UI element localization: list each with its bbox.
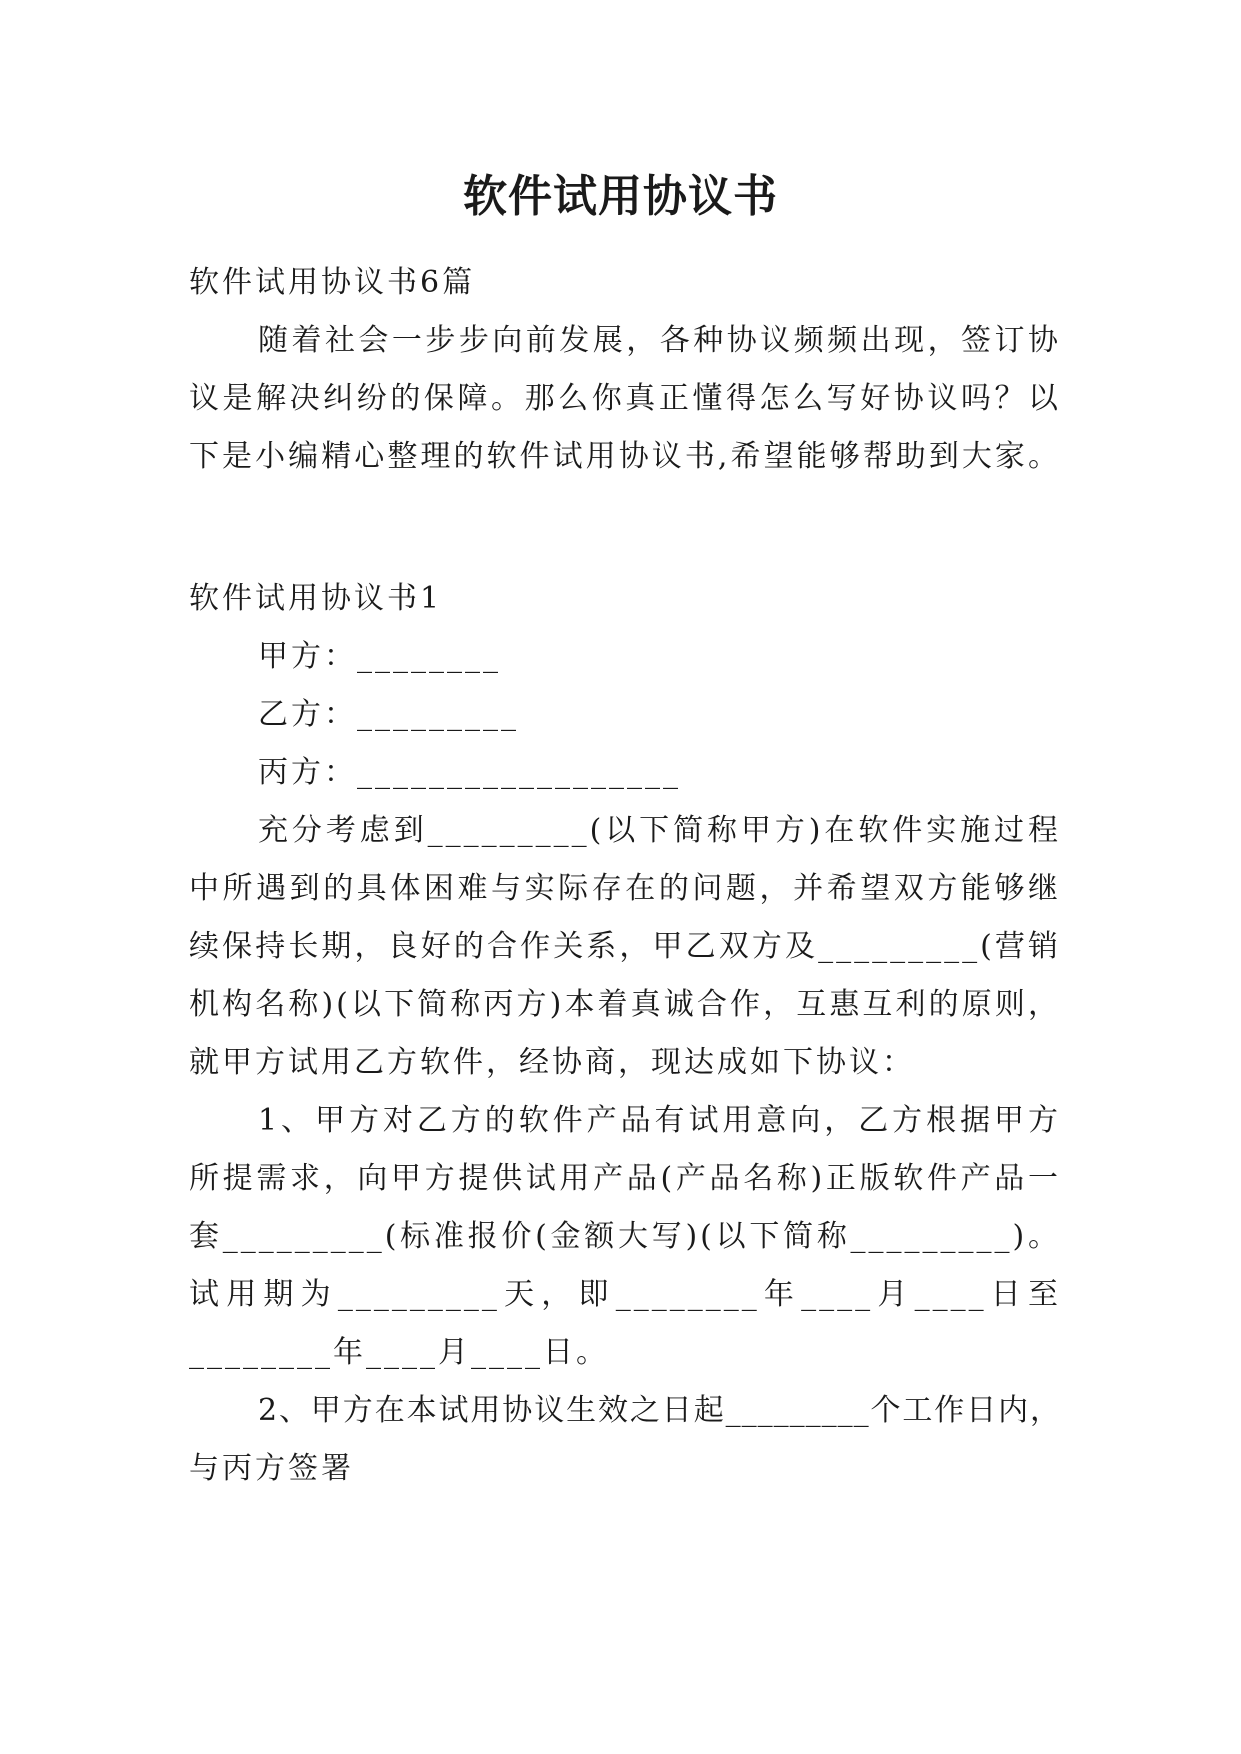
paragraph-line: 续保持长期，良好的合作关系，甲乙双方及_________(营销 — [189, 929, 1061, 964]
document-title: 软件试用协议书 — [463, 171, 778, 222]
section-heading: 软件试用协议书1 — [189, 581, 443, 616]
party-c-line: 丙方：__________________ — [258, 755, 681, 790]
paragraph-line: 议是解决纠纷的保障。那么你真正懂得怎么写好协议吗？以 — [189, 381, 1061, 416]
clause-line: 与丙方签署 — [189, 1451, 354, 1486]
clause-line: 试用期为_________天，即________年____月____日至 — [189, 1277, 1061, 1312]
clause-line: 套_________(标准报价(金额大写)(以下简称_________)。 — [189, 1219, 1061, 1254]
clause-line: 所提需求，向甲方提供试用产品(产品名称)正版软件产品一 — [189, 1161, 1061, 1196]
paragraph-line: 就甲方试用乙方软件，经协商，现达成如下协议： — [189, 1045, 915, 1080]
paragraph-line: 充分考虑到_________(以下简称甲方)在软件实施过程 — [258, 813, 1061, 848]
party-a-line: 甲方：________ — [258, 639, 501, 674]
clause-line: 2、甲方在本试用协议生效之日起_________个工作日内， — [258, 1393, 1061, 1428]
subtitle-line: 软件试用协议书6篇 — [189, 265, 476, 300]
party-b-line: 乙方：_________ — [258, 697, 519, 732]
paragraph-line: 下是小编精心整理的软件试用协议书,希望能够帮助到大家。 — [189, 439, 1061, 474]
clause-line: ________年____月____日。 — [189, 1335, 609, 1370]
paragraph-line: 随着社会一步步向前发展，各种协议频频出现，签订协 — [258, 323, 1061, 358]
paragraph-line: 中所遇到的具体困难与实际存在的问题，并希望双方能够继 — [189, 871, 1061, 906]
paragraph-line: 机构名称)(以下简称丙方)本着真诚合作，互惠互利的原则， — [189, 987, 1061, 1022]
clause-line: 1、甲方对乙方的软件产品有试用意向，乙方根据甲方 — [258, 1103, 1061, 1138]
